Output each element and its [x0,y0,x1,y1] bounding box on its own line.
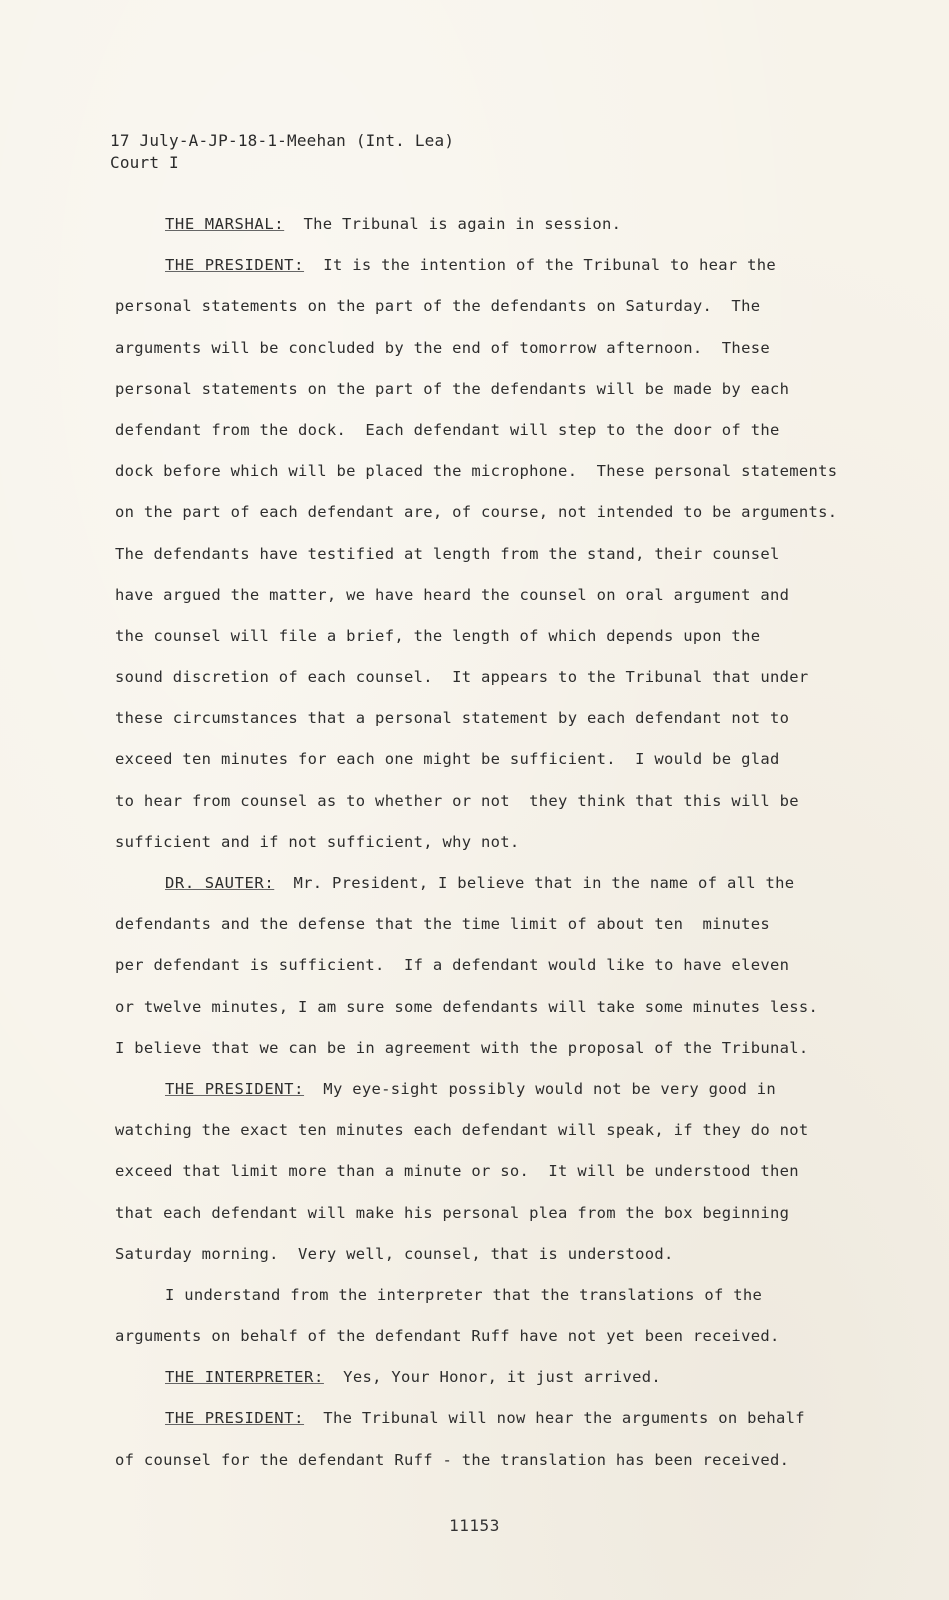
transcript-line [115,1193,885,1234]
transcript-line [115,1398,885,1439]
line-text: The Tribunal will now hear the arguments on behalf [304,1409,805,1428]
line-text: The defendants have testified at length from the stand, their counsel [115,544,780,563]
speaker-label: THE PRESIDENT: [165,1079,305,1098]
header-court: Court I [110,153,179,172]
transcript-line [115,987,885,1028]
transcript-line [115,781,885,822]
transcript-line [115,575,885,616]
transcript-line [115,286,885,327]
line-text: personal statements on the part of the defendants on Saturday. The [115,297,761,316]
transcript-line [115,657,885,698]
line-text: sound discretion of each counsel. It appears to the Tribunal that under [115,668,809,687]
page-number: 11153 [449,1516,500,1535]
line-text: Yes, Your Honor, it just arrived. [323,1368,662,1387]
transcript-line [115,904,885,945]
transcript-line [115,1357,885,1398]
transcript-line [115,492,885,533]
transcript-body [115,204,885,1481]
line-text: have argued the matter, we have heard the counsel on oral argument and [115,585,790,604]
line-text: exceed that limit more than a minute or so. It will be understood then [115,1162,799,1181]
header-reference: 17 July-A-JP-18-1-Meehan (Int. Lea) [110,131,455,150]
line-text: these circumstances that a personal statement by each defendant not to [115,709,790,728]
line-text: Mr. President, I believe that in the name of all the [274,874,795,892]
transcript-line [115,328,885,369]
line-text: of counsel for the defendant Ruff - the translation has been received. [115,1450,790,1469]
line-text: that each defendant will make his personal plea from the box beginning [115,1203,790,1222]
line-text: to hear from counsel as to whether or not they think that this will be [115,791,799,810]
transcript-line [115,863,885,904]
line-text: or twelve minutes, I am sure some defendants will take some minutes less. [115,997,819,1016]
speaker-label: THE INTERPRETER: [165,1368,324,1387]
line-text: exceed ten minutes for each one might be sufficient. I would be glad [115,750,780,769]
speaker-label: THE PRESIDENT: [165,1409,305,1428]
header [110,130,454,174]
line-text: It is the intention of the Tribunal to hear the [304,256,777,275]
line-text: sufficient and if not sufficient, why not. [115,832,520,851]
transcript-line [115,822,885,863]
line-text: I believe that we can be in agreement with the proposal of the Tribunal. [115,1038,809,1057]
transcript-line [115,1440,885,1481]
transcript-line [115,245,885,286]
transcript-line [115,1316,885,1357]
transcript-line [115,1275,885,1316]
transcript-line [115,1069,885,1110]
line-text: per defendant is sufficient. If a defendant would like to have eleven [115,956,790,975]
line-text: defendants and the defense that the time limit of about ten minutes [115,915,770,934]
transcript-line [115,616,885,657]
transcript-line [115,945,885,986]
line-text: My eye-sight possibly would not be very good in [304,1079,777,1098]
line-text: arguments will be concluded by the end of tomorrow afternoon. These [115,338,770,357]
line-text: defendant from the dock. Each defendant will step to the door of the [115,420,780,439]
transcript-line [115,739,885,780]
transcript-line [115,369,885,410]
transcript-line [115,698,885,739]
transcript-line [115,410,885,451]
line-text: Saturday morning. Very well, counsel, that is understood. [115,1244,674,1263]
line-text: personal statements on the part of the defendants will be made by each [115,379,790,398]
line-text: arguments on behalf of the defendant Ruff have not yet been received. [115,1327,780,1346]
line-text: the counsel will file a brief, the length of which depends upon the [115,626,761,645]
transcript-line [115,1110,885,1151]
transcript-line [115,204,885,245]
transcript-line [115,451,885,492]
transcript-line [115,1028,885,1069]
transcript-line [115,1151,885,1192]
speaker-label: DR. SAUTER: [165,874,275,892]
transcript-line [115,1234,885,1275]
speaker-label: THE MARSHAL: [165,215,285,233]
line-text: watching the exact ten minutes each defendant will speak, if they do not [115,1121,809,1140]
line-text: dock before which will be placed the microphone. These personal statements [115,462,838,481]
line-text: The Tribunal is again in session. [284,215,622,233]
line-text: on the part of each defendant are, of course, not intended to be arguments. [115,503,838,522]
transcript-line [115,534,885,575]
line-text: I understand from the interpreter that the translations of the [165,1285,763,1304]
speaker-label: THE PRESIDENT: [165,256,305,275]
